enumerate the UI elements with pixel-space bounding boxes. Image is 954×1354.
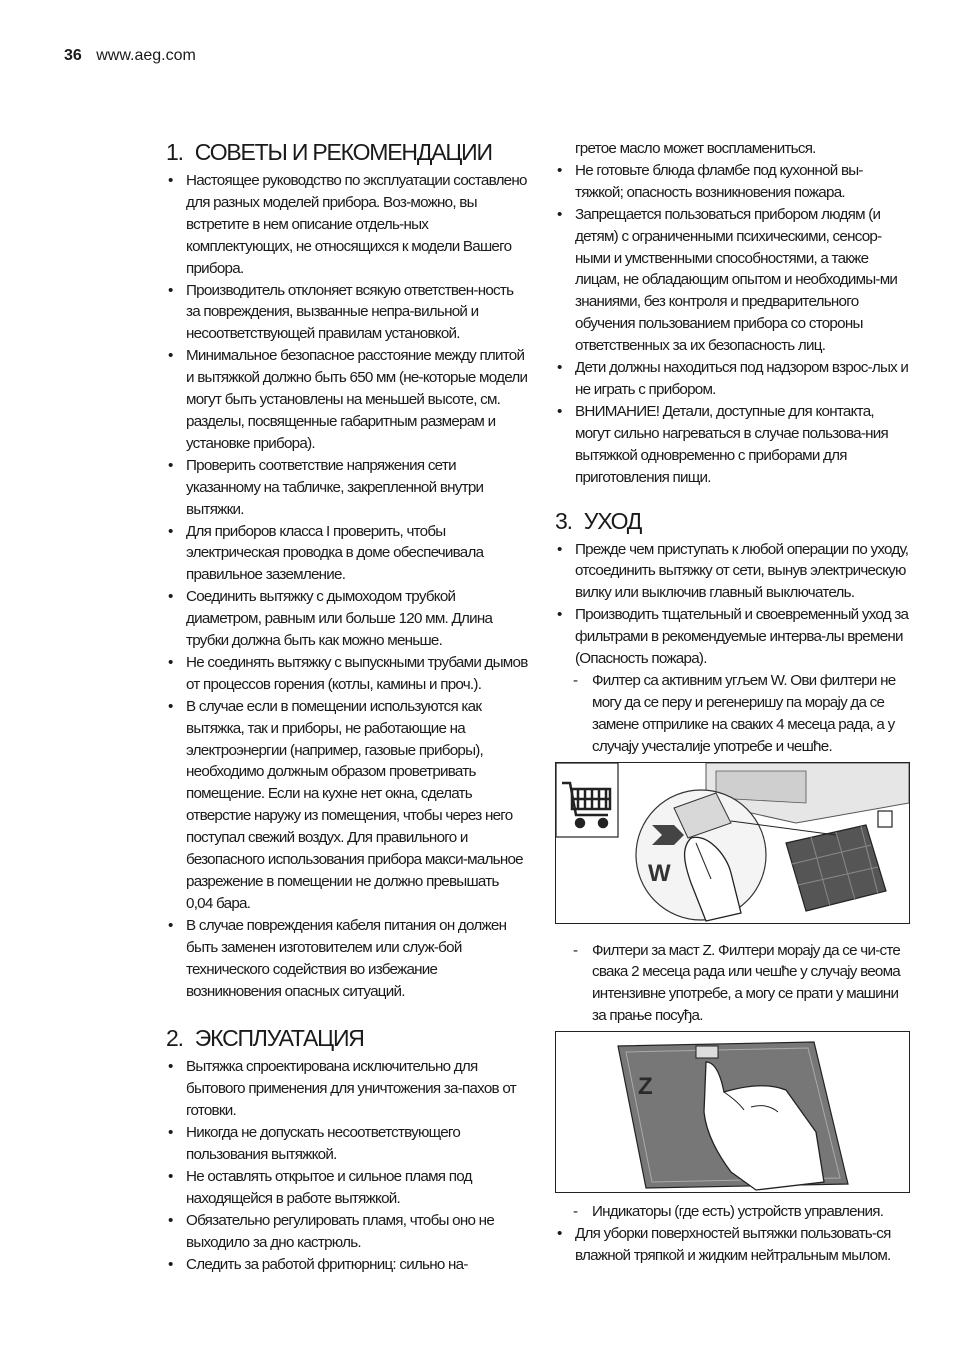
list-item: • Минимальное безопасное расстояние между плитой и вытяжкой должно быть 650 мм (не-которые модели могут быть установлены на меньшей высоте, см. разделы, посвященные габаритным размерам и установке прибора).: [166, 345, 528, 455]
filter-list: [555, 670, 910, 758]
page-header: [64, 47, 196, 65]
filter-list-3: [555, 1201, 910, 1223]
list-item: • Соединить вытяжку с дымоходом трубкой диаметром, равным или больше 120 мм. Длина трубки должна быть как можно меньше.: [166, 586, 528, 652]
charcoal-filter-figure: [555, 762, 910, 924]
left-column: [166, 138, 528, 1276]
list-item: • Запрещается пользоваться прибором людям (и детям) с ограниченными психическими, сенсор-ными и умственными способностями, а также лицам, не обладающим опытом и необходимы-ми знаниями, без контроля и предварительного обучения пользованием прибора со стороны ответственных за их безопасность лиц.: [555, 204, 910, 357]
section-3-list: [555, 539, 910, 670]
figure-label-z: Z: [638, 1073, 653, 1101]
site-url: www.aeg.com: [96, 47, 196, 64]
list-item: • Прежде чем приступать к любой операции по уходу, отсоединить вытяжку от сети, вынув электрическую вилку или выключив главный выключатель.: [555, 539, 910, 605]
section-title: СОВЕТЫ И РЕКОМЕНДАЦИИ: [194, 139, 492, 165]
list-item: • Следить за работой фритюрниц: сильно на-: [166, 1254, 528, 1276]
section-2-list: [166, 1056, 528, 1275]
grease-filter-figure: [555, 1031, 910, 1193]
list-item: • Для уборки поверхностей вытяжки пользовать-ся влажной тряпкой и жидким нейтральным мылом.: [555, 1223, 910, 1267]
figure-label-w: W: [648, 859, 671, 887]
list-item: • Проверить соответствие напряжения сети указанному на табличке, закрепленной внутри вытяжки.: [166, 455, 528, 521]
list-item: • Производить тщательный и своевременный уход за фильтрами в рекомендуемые интерва-лы времени (Опасность пожара).: [555, 604, 910, 670]
section-1-list: [166, 170, 528, 1002]
list-item: • В случае если в помещении используются как вытяжка, так и приборы, не работающие на электроэнергии (например, газовые приборы), необходимо должным образом проветривать помещение. Если на кухне нет окна, сделать отверстие наружу из помещения, чтобы через него поступал свежий воздух. Для правильного и безопасного использования прибора макси-мальное разрежение в помещении не должно превышать 0,04 бара.: [166, 696, 528, 915]
list-item-continuation: гретое масло может воспламениться.: [575, 140, 816, 157]
section-1-heading: [166, 138, 528, 166]
list-item: • В случае повреждения кабеля питания он должен быть заменен изготовителем или служ-бой технического содействия во избежание возникновения опасных ситуаций.: [166, 915, 528, 1003]
list-item: • Для приборов класса I проверить, чтобы электрическая проводка в доме обеспечивала правильное заземление.: [166, 521, 528, 587]
dash-item: - Филтери за маст Z. Филтери морају да се чи-сте свака 2 месеца рада или чешће у случају веома интензивне употребе, а могу се прати у машини за прање посуђа.: [555, 940, 910, 1028]
dash-item: - Индикаторы (где есть) устройств управления.: [555, 1201, 910, 1223]
page-number: 36: [64, 47, 82, 64]
section-3-list-end: [555, 1223, 910, 1267]
list-item: • Производитель отклоняет всякую ответствен-ность за повреждения, вызванные непра-вильной и несоответствующей правилам установкой.: [166, 280, 528, 346]
list-item: • Никогда не допускать несоответствующего пользования вытяжкой.: [166, 1122, 528, 1166]
list-item: • ВНИМАНИЕ! Детали, доступные для контакта, могут сильно нагреваться в случае пользова-ния вытяжкой одновременно с приборами для приготовления пищи.: [555, 401, 910, 489]
list-item: • Настоящее руководство по эксплуатации составлено для разных моделей прибора. Воз-можно, вы встретите в нем описание отдель-ных комплектующих, не относящихся к модели Вашего прибора.: [166, 170, 528, 280]
section-number: 3.: [555, 507, 572, 534]
list-item: • Вытяжка спроектирована исключительно для бытового применения для уничтожения за-пахов от готовки.: [166, 1056, 528, 1122]
list-item: • Не соединять вытяжку с выпускными трубами дымов от процессов горения (котлы, камины и проч.).: [166, 652, 528, 696]
section-2-list-continued: [555, 138, 910, 489]
list-item: • Не готовьте блюда фламбе под кухонной вы-тяжкой; опасность возникновения пожара.: [555, 160, 910, 204]
dash-item: - Филтер са активним угљем W. Ови филтери не могу да се перу и регенеришу па морају да се замене отприлике на сваких 4 месеца рада, а у случају учесталије употребе и чешће.: [555, 670, 910, 758]
section-number: 1.: [166, 139, 183, 165]
section-title: УХОД: [583, 507, 642, 534]
section-2-heading: [166, 1024, 528, 1052]
list-item: • Не оставлять открытое и сильное пламя под находящейся в работе вытяжкой.: [166, 1166, 528, 1210]
list-item: • Обязательно регулировать пламя, чтобы оно не выходило за дно кастрюль.: [166, 1210, 528, 1254]
section-title: ЭКСПЛУАТАЦИЯ: [194, 1025, 364, 1052]
list-item: • Дети должны находиться под надзором взрос-лых и не играть с прибором.: [555, 357, 910, 401]
right-column: [555, 138, 910, 1267]
section-number: 2.: [166, 1025, 183, 1052]
filter-list-2: [555, 940, 910, 1028]
section-3-heading: [555, 507, 910, 535]
